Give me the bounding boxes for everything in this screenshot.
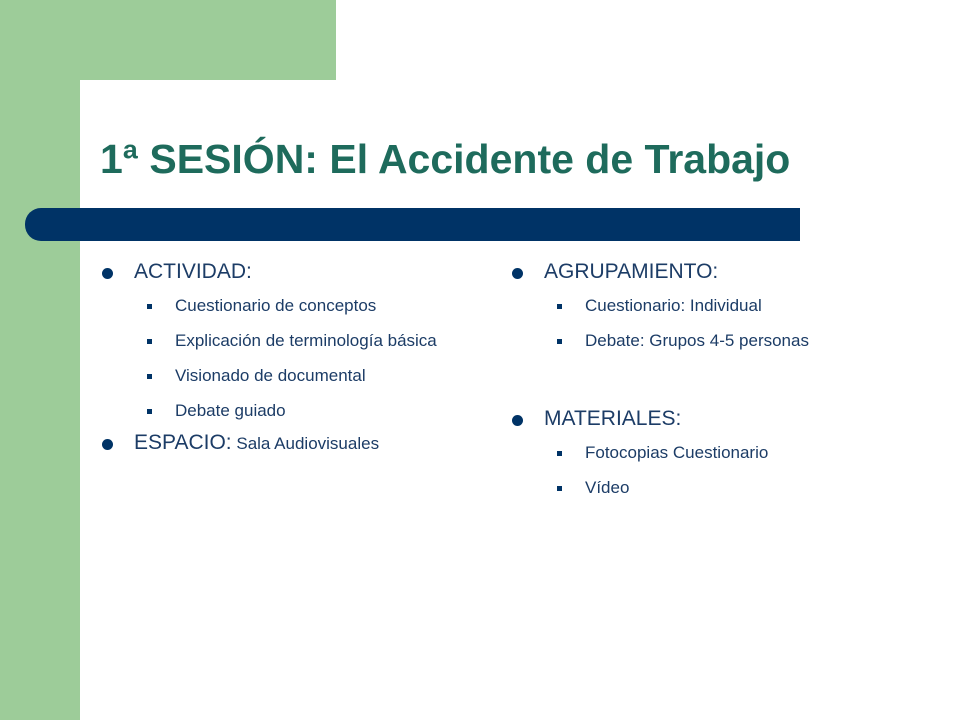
materiales-item: Vídeo	[510, 477, 910, 499]
agrupamiento-item: Cuestionario: Individual	[510, 295, 910, 317]
agrupamiento-heading: AGRUPAMIENTO:	[510, 258, 910, 286]
espacio-label: ESPACIO:	[134, 431, 232, 454]
espacio-heading	[100, 429, 480, 458]
slide-title: 1ª SESIÓN: El Accidente de Trabajo	[100, 136, 791, 182]
top-green-band	[0, 0, 336, 80]
materiales-item: Fotocopias Cuestionario	[510, 442, 910, 464]
left-green-band	[0, 0, 80, 720]
actividad-item: Cuestionario de conceptos	[100, 295, 480, 317]
right-column	[510, 254, 910, 499]
left-column	[100, 254, 480, 458]
actividad-item: Visionado de documental	[100, 365, 480, 387]
materiales-heading: MATERIALES:	[510, 405, 910, 433]
espacio-value: Sala Audiovisuales	[231, 434, 380, 453]
actividad-item: Debate guiado	[100, 400, 480, 422]
actividad-heading: ACTIVIDAD:	[100, 258, 480, 286]
title-underline-bar	[25, 208, 800, 241]
agrupamiento-item: Debate: Grupos 4-5 personas	[510, 330, 910, 352]
actividad-item: Explicación de terminología básica	[100, 330, 480, 352]
